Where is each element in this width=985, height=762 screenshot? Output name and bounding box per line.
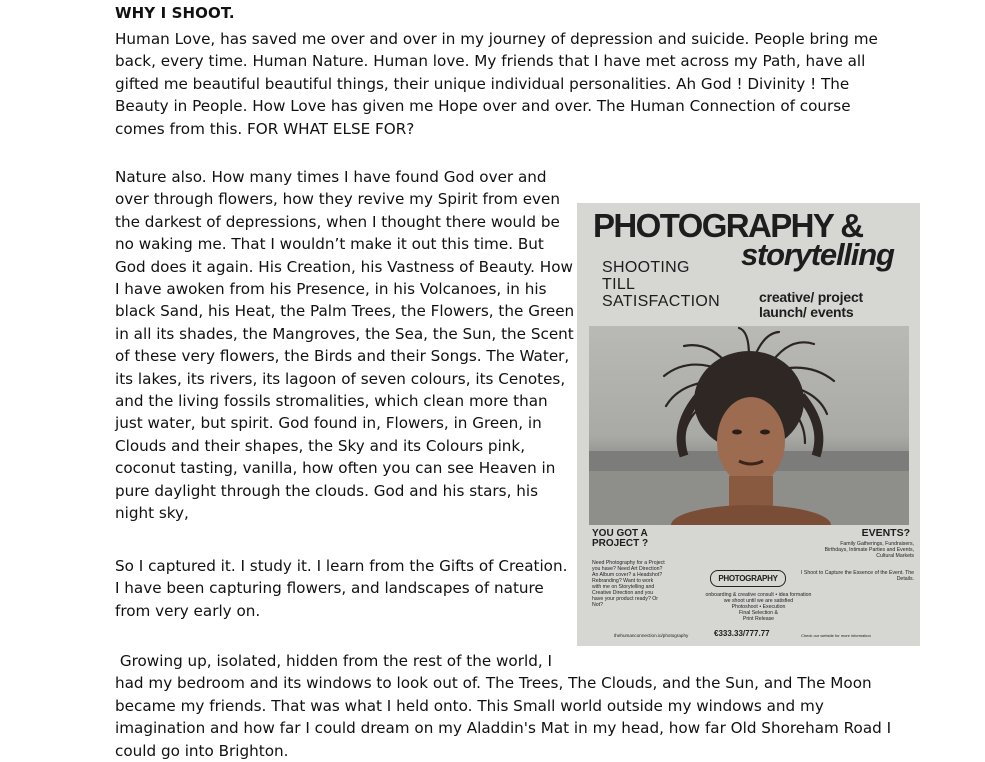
- poster-detail-line: have your product ready? Or: [592, 596, 659, 602]
- text-line: night sky,: [115, 504, 189, 523]
- poster-events-details: [784, 541, 914, 559]
- poster-event-line: Family Gatherings, Fundraisers,: [840, 541, 914, 547]
- poster-process-line: Final Selection &: [739, 610, 778, 616]
- poster-project-line: PROJECT ?: [592, 538, 649, 549]
- poster-process: [681, 592, 836, 622]
- text-line: I have awoken from his Presence, in his Volcanoes, in his: [115, 280, 547, 299]
- text-line: Nature also. How many times I have found God over and: [115, 168, 547, 186]
- poster-event-line: Cultural Markets: [876, 553, 914, 559]
- poster-creative-line: launch/ events: [759, 304, 854, 320]
- text-line: black Sand, his Heat, the Palm Trees, the Flowers, the Green: [115, 302, 575, 321]
- page-heading: WHY I SHOOT.: [115, 4, 235, 22]
- poster-creative-text: [759, 290, 863, 320]
- text-line: Growing up, isolated, hidden from the rest of the world, I: [115, 652, 552, 670]
- text-line: had my bedroom and its windows to look out of. The Trees, The Clouds, and the Sun, and The Moon: [115, 674, 872, 693]
- paragraph-human-love: [115, 28, 878, 140]
- poster-event-line: Birthdays, Intimate Parties and Events,: [824, 547, 914, 553]
- poster-url: thehumanconnection.io/photography: [614, 633, 689, 638]
- portrait-photo: [589, 326, 909, 525]
- poster-project-title: [592, 529, 648, 549]
- text-line: and the living fossils stromalities, which clean more than: [115, 392, 548, 411]
- text-line: Beauty in People. How Love has given me Hope over and over. The Human Connection of course: [115, 97, 851, 116]
- text-line: pure daylight through the clouds. God and his stars, his: [115, 481, 538, 500]
- poster-process-line: Print Release: [742, 616, 775, 622]
- portrait-illustration: [589, 326, 909, 525]
- poster-detail-line: Not?: [592, 602, 603, 608]
- poster-project-line: YOU GOT A: [592, 528, 648, 539]
- text-line: back, every time. Human Nature. Human love. My friends that I have met across my Path, have all: [115, 52, 866, 71]
- poster-logo: PHOTOGRAPHY: [710, 570, 786, 587]
- text-line: God does it again. His Creation, his Vastness of Beauty. How: [115, 257, 573, 276]
- poster-title: PHOTOGRAPHY &: [593, 207, 863, 244]
- text-line: Clouds and their shapes, the Sky and its Colours pink,: [115, 436, 526, 455]
- poster-process-line: Photoshoot • Execution: [731, 604, 786, 610]
- poster-shooting-line: SATISFACTION: [602, 293, 720, 310]
- paragraph-nature: [115, 166, 575, 525]
- text-line: imagination and how far I could dream on my Aladdin's Mat in my head, how far Old Shoreham Road I: [115, 719, 892, 738]
- poster-process-line: onboarding & creative consult • idea formation: [705, 592, 812, 598]
- text-line: Human Love, has saved me over and over in my journey of depression and suicide. People bring me: [115, 30, 878, 48]
- text-line: became my friends. That was what I held onto. This Small world outside my windows and my: [115, 696, 824, 715]
- paragraph-captured: [115, 555, 568, 622]
- poster-detail-line: Need Photography for a Project: [592, 560, 665, 566]
- poster-shooting-text: [602, 259, 720, 310]
- text-line: of these very flowers, the Birds and their Songs. The Water,: [115, 347, 570, 366]
- text-line: So I captured it. I study it. I learn from the Gifts of Creation.: [115, 557, 568, 575]
- poster-shooting-line: SHOOTING: [602, 259, 690, 276]
- text-line: I have been capturing flowers, and landscapes of nature: [115, 579, 544, 598]
- text-line: just water, but spirit. God found in, Flowers, in Green, in: [115, 414, 542, 433]
- poster-events-essence: I Shoot to Capture the Essence of the Event. The Details.: [801, 570, 914, 582]
- poster-project-details: [592, 560, 692, 608]
- poster-events-title: EVENTS?: [861, 527, 910, 539]
- text-line: its lakes, its rivers, its lagoon of seven colours, its Cenotes,: [115, 369, 566, 388]
- text-line: gifted me beautiful beautiful things, their unique individual personalities. Ah God ! Divinity ! The: [115, 74, 850, 93]
- poster-detail-line: Rebranding? Want to work: [592, 578, 654, 584]
- text-line: in all its shades, the Mangroves, the Sea, the Sun, the Scent: [115, 324, 574, 343]
- poster-detail-line: An Album cover? a Headshot?: [592, 572, 663, 578]
- poster-creative-line: creative/ project: [759, 289, 863, 305]
- poster-detail-line: with me on Storytelling and: [592, 584, 655, 590]
- poster-process-line: we shoot until we are satisfied: [723, 598, 794, 604]
- poster-price: €333.33/777.77: [714, 629, 770, 638]
- photography-poster: [577, 203, 920, 646]
- poster-shooting-line: TILL: [602, 276, 636, 293]
- poster-detail-line: you have? Need Art Direction?: [592, 566, 663, 572]
- text-line: no waking me. That I wouldn’t make it out this time. But: [115, 235, 544, 254]
- text-line: comes from this. FOR WHAT ELSE FOR?: [115, 119, 415, 138]
- poster-website-note: Check our website for more information: [801, 633, 871, 638]
- text-line: from very early on.: [115, 601, 261, 620]
- text-line: could go into Brighton.: [115, 741, 289, 760]
- text-line: the darkest of depressions, when I thought there would be: [115, 212, 560, 231]
- text-line: coconut tasting, vanilla, how often you can see Heaven in: [115, 459, 556, 478]
- text-line: over through flowers, how they revive my Spirit from even: [115, 190, 560, 209]
- paragraph-growing-up: [115, 650, 905, 762]
- poster-subtitle: storytelling: [741, 237, 894, 272]
- poster-detail-line: Creative Direction and you: [592, 590, 654, 596]
